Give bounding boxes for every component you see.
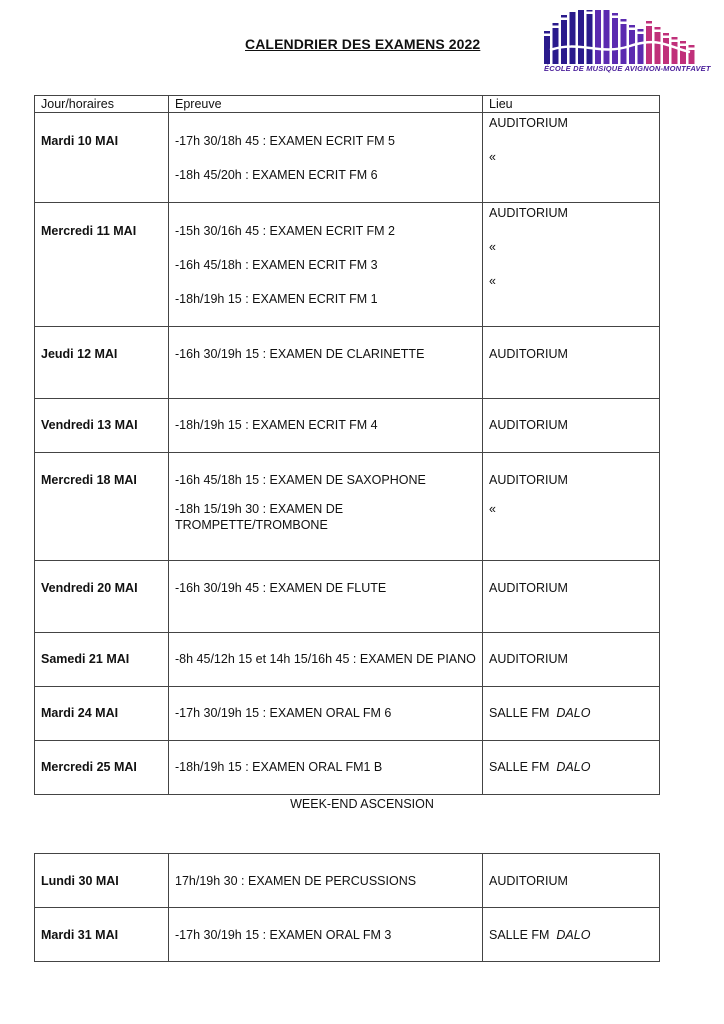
logo-bar-cap — [612, 13, 618, 16]
header-day: Jour/horaires — [35, 96, 169, 113]
exam-line: -18h 45/20h : EXAMEN ECRIT FM 6 — [175, 168, 378, 182]
exam-cell — [169, 908, 483, 962]
exam-line: -16h 45/18h 15 : EXAMEN DE SAXOPHONE — [175, 473, 426, 487]
logo-bar — [561, 20, 567, 64]
place-line: AUDITORIUM — [489, 206, 568, 220]
exam-table-2 — [34, 853, 660, 962]
page-title: CALENDRIER DES EXAMENS 2022 — [245, 36, 481, 52]
logo-bar — [612, 18, 618, 64]
table-row — [35, 203, 660, 327]
logo-bar-cap — [629, 25, 635, 28]
place-line: « — [489, 502, 496, 516]
exam-cell — [169, 327, 483, 399]
logo-bar — [663, 38, 669, 64]
exam-line: -8h 45/12h 15 et 14h 15/16h 45 : EXAMEN DE PIANO — [175, 652, 476, 666]
place-line: AUDITORIUM — [489, 652, 568, 666]
logo-bar — [604, 10, 610, 64]
exam-cell — [169, 854, 483, 908]
logo-bar-cap — [646, 21, 652, 24]
exam-cell — [169, 741, 483, 795]
exam-cell — [169, 203, 483, 327]
day-cell: Mercredi 18 MAI — [35, 453, 169, 561]
place-room-name: DALO — [556, 760, 591, 774]
place-room: SALLE FM — [489, 760, 550, 774]
place-cell — [483, 453, 660, 561]
table-row — [35, 854, 660, 908]
exam-line: -16h 30/19h 45 : EXAMEN DE FLUTE — [175, 581, 387, 595]
exam-line: -18h/19h 15 : EXAMEN ECRIT FM 1 — [175, 292, 378, 306]
logo-bar — [553, 28, 559, 64]
exam-line: -17h 30/19h 15 : EXAMEN ORAL FM 6 — [175, 706, 392, 720]
logo-bar-cap — [655, 27, 661, 30]
place-cell — [483, 908, 660, 962]
logo-bar — [621, 24, 627, 64]
logo-bar — [544, 36, 550, 64]
place-room: SALLE FM — [489, 928, 550, 942]
place-line: « — [489, 274, 496, 288]
exam-line: TROMPETTE/TROMBONE — [175, 518, 328, 532]
logo-bar — [646, 26, 652, 64]
logo-bar — [638, 34, 644, 64]
table-row — [35, 687, 660, 741]
place-cell — [483, 203, 660, 327]
place-line: AUDITORIUM — [489, 581, 568, 595]
place-line: AUDITORIUM — [489, 473, 568, 487]
table-row — [35, 113, 660, 203]
logo-bar-cap — [587, 10, 593, 12]
place-line: AUDITORIUM — [489, 347, 568, 361]
table-row — [35, 741, 660, 795]
day-cell: Jeudi 12 MAI — [35, 327, 169, 399]
logo-bar-cap — [672, 37, 678, 40]
place-line: AUDITORIUM — [489, 874, 568, 888]
place-cell — [483, 854, 660, 908]
day-cell: Lundi 30 MAI — [35, 854, 169, 908]
exam-line: -15h 30/16h 45 : EXAMEN ECRIT FM 2 — [175, 224, 396, 238]
place-cell — [483, 113, 660, 203]
exam-cell — [169, 633, 483, 687]
exam-line: -16h 30/19h 15 : EXAMEN DE CLARINETTE — [175, 347, 425, 361]
logo-text: ÉCOLE DE MUSIQUE AVIGNON-MONTFAVET — [544, 64, 711, 73]
exam-line: -16h 45/18h : EXAMEN ECRIT FM 3 — [175, 258, 378, 272]
exam-table — [34, 95, 660, 795]
table-row — [35, 908, 660, 962]
logo-bar-cap — [663, 33, 669, 36]
logo-bar — [570, 12, 576, 64]
day-cell: Mercredi 11 MAI — [35, 203, 169, 327]
logo-bar — [587, 14, 593, 64]
logo-bar-cap — [553, 23, 559, 26]
place-cell — [483, 687, 660, 741]
place-room-name: DALO — [556, 928, 591, 942]
logo-bar-cap — [544, 31, 550, 34]
table-header — [35, 96, 660, 113]
table-row — [35, 561, 660, 633]
exam-line: -18h/19h 15 : EXAMEN ORAL FM1 B — [175, 760, 383, 774]
place-room-name: DALO — [556, 706, 591, 720]
place-cell — [483, 561, 660, 633]
exam-line: 17h/19h 30 : EXAMEN DE PERCUSSIONS — [175, 874, 417, 888]
exam-cell — [169, 399, 483, 453]
header-place: Lieu — [483, 96, 660, 113]
place-cell — [483, 633, 660, 687]
day-cell: Vendredi 20 MAI — [35, 561, 169, 633]
day-cell: Samedi 21 MAI — [35, 633, 169, 687]
table-row — [35, 327, 660, 399]
place-line: AUDITORIUM — [489, 116, 568, 130]
exam-line: -18h/19h 15 : EXAMEN ECRIT FM 4 — [175, 418, 378, 432]
exam-cell — [169, 561, 483, 633]
place-cell — [483, 399, 660, 453]
logo-bar-cap — [561, 15, 567, 18]
header-exam: Epreuve — [169, 96, 483, 113]
table-row — [35, 399, 660, 453]
table-row — [35, 453, 660, 561]
exam-cell — [169, 687, 483, 741]
interlude-note: WEEK-END ASCENSION — [290, 797, 434, 811]
exam-line: -17h 30/19h 15 : EXAMEN ORAL FM 3 — [175, 928, 392, 942]
exam-line: -17h 30/18h 45 : EXAMEN ECRIT FM 5 — [175, 134, 396, 148]
exam-cell — [169, 453, 483, 561]
place-line: AUDITORIUM — [489, 418, 568, 432]
logo-bar — [578, 10, 584, 64]
exam-cell — [169, 113, 483, 203]
logo-bar — [655, 32, 661, 64]
place-room: SALLE FM — [489, 706, 550, 720]
place-line: « — [489, 150, 496, 164]
logo-bar-cap — [638, 29, 644, 32]
day-cell: Mardi 24 MAI — [35, 687, 169, 741]
logo-bar-cap — [621, 19, 627, 22]
place-line: « — [489, 240, 496, 254]
exam-line: -18h 15/19h 30 : EXAMEN DE — [175, 502, 344, 516]
place-cell — [483, 741, 660, 795]
day-cell: Vendredi 13 MAI — [35, 399, 169, 453]
logo-bar-cap — [680, 41, 686, 44]
place-cell — [483, 327, 660, 399]
day-cell: Mardi 31 MAI — [35, 908, 169, 962]
logo-bar — [595, 10, 601, 64]
day-cell: Mercredi 25 MAI — [35, 741, 169, 795]
table-row — [35, 633, 660, 687]
day-cell: Mardi 10 MAI — [35, 113, 169, 203]
logo-bar-cap — [689, 45, 695, 48]
